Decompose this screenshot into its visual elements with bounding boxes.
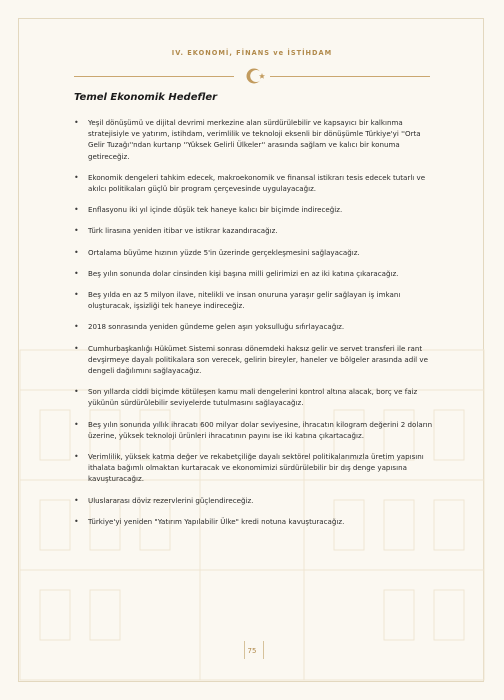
section-heading: Temel Ekonomik Hedefler xyxy=(74,92,218,103)
bullet-icon: • xyxy=(74,118,79,127)
list-item-text: Son yıllarda ciddi biçimde kötüleşen kamu mali dengelerini kontrol altına alacak, borç ve faiz yükünün sürdürülebilir seviyelerde tutulmasını sağlayacağız. xyxy=(88,387,418,408)
list-item xyxy=(74,386,434,408)
bullet-icon: • xyxy=(74,172,79,182)
bullet-icon: • xyxy=(74,268,79,278)
list-item xyxy=(74,225,434,236)
bullet-icon: • xyxy=(74,247,79,257)
list-item xyxy=(74,419,434,441)
bullet-icon: • xyxy=(74,290,79,300)
bullet-icon: • xyxy=(74,343,79,353)
crescent-star-icon xyxy=(244,66,268,86)
list-item-text: Beş yılın sonunda dolar cinsinden kişi başına milli gelirimizi en az iki katına çıkaracağız. xyxy=(88,268,399,278)
bullet-icon: • xyxy=(74,226,79,236)
list-item xyxy=(74,495,434,506)
list-item-text: 2018 sonrasında yeniden gündeme gelen aşırı yoksulluğu sıfırlayacağız. xyxy=(88,322,345,332)
list-item-text: Türk lirasına yeniden itibar ve istikrar kazandıracağız. xyxy=(88,226,278,236)
bullet-icon: • xyxy=(74,387,79,397)
list-item-text: Ekonomik dengeleri tahkim edecek, makroekonomik ve finansal istikrarı tesis edecek tutarlı ve akılcı politikaları güçlü bir program çerçevesinde uygulayacağız. xyxy=(88,172,426,194)
list-item-text: Cumhurbaşkanlığı Hükümet Sistemi sonrası dönemdeki haksız gelir ve servet transferi ile rant devşirmeye dayalı politikalara son verecek, gelirin bireyler, haneler ve bölgeler arasında adil ve dengeli dağılımını sağlayacağız. xyxy=(88,343,428,376)
page-number: 75 xyxy=(247,647,257,655)
list-item xyxy=(74,268,434,279)
list-item-text: Verimlilik, yüksek katma değer ve rekabetçiliğe dayalı sektörel politikalarımızla üretim yapısını ithalata bağımlı olmaktan kurtaracak ve ekonomimizi sürdürülebilir bir dış denge yapısına kavuşturacağız. xyxy=(88,452,424,484)
bullet-icon: • xyxy=(74,516,79,526)
divider-line-right xyxy=(270,76,430,77)
bullet-icon: • xyxy=(74,495,79,505)
section-title: IV. EKONOMİ, FİNANS ve İSTİHDAM xyxy=(171,49,333,57)
goals-list xyxy=(74,117,434,537)
list-item xyxy=(74,172,434,194)
bullet-icon: • xyxy=(74,452,79,462)
list-item-text: Enflasyonu iki yıl içinde düşük tek haneye kalıcı bir biçimde indireceğiz. xyxy=(88,205,343,215)
list-item xyxy=(74,343,434,377)
list-item-text: Beş yılda en az 5 milyon ilave, nitelikli ve insan onuruna yaraşır gelir sağlayan iş imkanı oluşturacak, işsizliği tek haneye indireceğiz. xyxy=(88,290,401,311)
list-item xyxy=(74,516,434,527)
bullet-icon: • xyxy=(74,322,79,332)
list-item-text: Ortalama büyüme hızının yüzde 5'in üzerinde gerçekleşmesini sağlayacağız. xyxy=(88,247,360,257)
divider-line-left xyxy=(74,76,234,77)
list-item xyxy=(74,247,434,258)
list-item-text: Yeşil dönüşümü ve dijital devrimi merkezine alan sürdürülebilir ve kapsayıcı bir kalkınma stratejisiyle ve yatırım, istihdam, verimlilik ve teknoloji eksenli bir dönüşümle Türkiye'yi ''Orta Gelir Tuzağı''ndan kurtarıp ''Yüksek Gelirli Ülkeler'' arasında sağlam ve kalıcı bir konuma getireceğiz. xyxy=(88,118,421,161)
list-item xyxy=(74,289,434,311)
bullet-icon: • xyxy=(74,419,79,429)
list-item xyxy=(74,117,434,162)
list-item-text: Uluslararası döviz rezervlerini güçlendireceğiz. xyxy=(88,495,254,505)
list-item xyxy=(74,451,434,485)
bullet-icon: • xyxy=(74,205,79,215)
list-item xyxy=(74,321,434,332)
list-item-text: Türkiye'yi yeniden "Yatırım Yapılabilir Ülke" kredi notuna kavuşturacağız. xyxy=(88,516,345,526)
list-item-text: Beş yılın sonunda yıllık ihracatı 600 milyar dolar seviyesine, ihracatın kilogram değerini 2 doların üzerine, yüksek teknoloji ürünleri ihracatının payını ise iki katına çıkartacağız. xyxy=(88,419,433,440)
header-divider xyxy=(74,72,430,84)
list-item xyxy=(74,204,434,215)
